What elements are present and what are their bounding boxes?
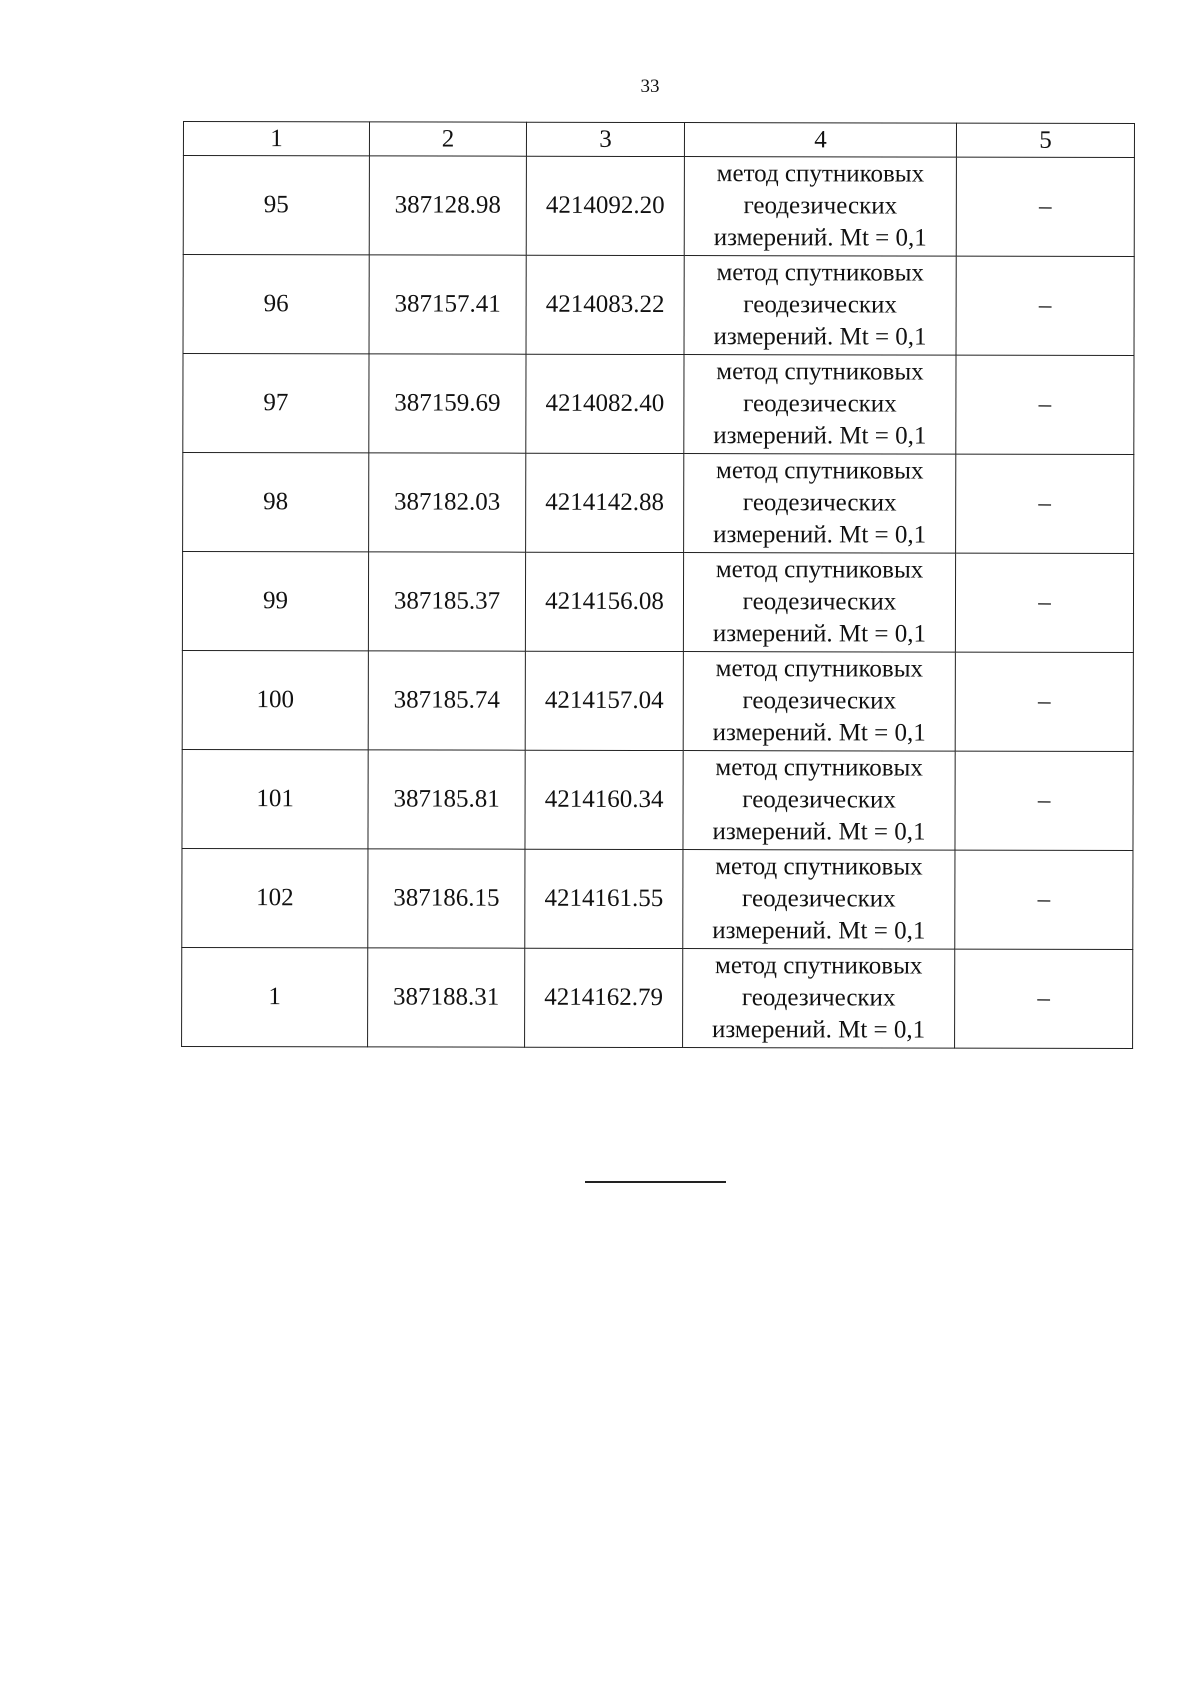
method-cell	[683, 751, 955, 851]
description-cell: –	[955, 652, 1133, 751]
method-line: геодезических	[743, 390, 897, 418]
x-coordinate-cell: 387186.15	[368, 849, 525, 948]
method-line: измерений. Mt = 0,1	[712, 620, 926, 648]
method-line: геодезических	[742, 687, 897, 715]
point-number-cell: 101	[182, 749, 368, 848]
point-number-cell: 95	[183, 156, 369, 255]
description-cell: –	[956, 157, 1134, 256]
x-coordinate-cell: 387182.03	[369, 453, 526, 552]
description-cell: –	[955, 949, 1133, 1048]
method-line: измерений. Mt = 0,1	[713, 323, 927, 351]
coordinates-table	[181, 121, 1135, 1049]
table-row	[183, 156, 1134, 257]
method-line: измерений. Mt = 0,1	[712, 719, 926, 747]
method-cell	[683, 949, 955, 1049]
method-line: геодезических	[743, 192, 898, 220]
table-row	[182, 552, 1133, 653]
header-col-3: 3	[526, 122, 684, 156]
x-coordinate-cell: 387185.74	[368, 651, 525, 750]
table-row	[182, 650, 1133, 751]
table-body	[182, 156, 1135, 1049]
method-line: метод спутниковых	[715, 754, 923, 782]
method-line: геодезических	[742, 588, 897, 616]
description-cell: –	[955, 553, 1133, 652]
description-cell: –	[956, 454, 1134, 553]
method-cell	[684, 157, 956, 257]
method-cell	[684, 355, 956, 455]
x-coordinate-cell: 387188.31	[368, 948, 525, 1047]
y-coordinate-cell: 4214162.79	[525, 948, 683, 1047]
method-line: измерений. Mt = 0,1	[712, 1016, 926, 1044]
description-cell: –	[956, 355, 1134, 454]
method-line: геодезических	[743, 291, 897, 319]
table-row	[183, 255, 1134, 356]
method-line: измерений. Mt = 0,1	[713, 224, 927, 252]
x-coordinate-cell: 387185.81	[368, 750, 525, 849]
method-line: геодезических	[741, 984, 896, 1012]
x-coordinate-cell: 387128.98	[369, 156, 526, 255]
point-number-cell: 98	[183, 453, 369, 552]
table-row	[183, 453, 1134, 554]
y-coordinate-cell: 4214161.55	[525, 849, 683, 948]
method-cell	[683, 850, 955, 950]
y-coordinate-cell: 4214092.20	[526, 156, 684, 255]
method-cell	[683, 652, 955, 752]
point-number-cell: 97	[183, 354, 369, 453]
header-col-1: 1	[183, 122, 369, 156]
method-line: метод спутниковых	[715, 556, 924, 584]
method-line: измерений. Mt = 0,1	[712, 818, 926, 846]
y-coordinate-cell: 4214160.34	[525, 750, 683, 849]
description-cell: –	[955, 850, 1133, 949]
description-cell: –	[955, 751, 1133, 850]
x-coordinate-cell: 387185.37	[368, 552, 525, 651]
method-line: измерений. Mt = 0,1	[713, 422, 927, 450]
method-cell	[684, 454, 956, 554]
header-col-5: 5	[956, 123, 1134, 157]
x-coordinate-cell: 387159.69	[369, 354, 526, 453]
method-line: метод спутниковых	[715, 655, 924, 683]
table-header	[183, 122, 1134, 158]
method-line: метод спутниковых	[715, 952, 923, 980]
method-line: измерений. Mt = 0,1	[712, 917, 926, 945]
header-col-4: 4	[684, 123, 956, 158]
method-line: геодезических	[742, 489, 897, 517]
page-number: 33	[640, 76, 660, 97]
method-line: геодезических	[742, 885, 896, 913]
header-row	[183, 122, 1134, 158]
end-of-document-rule	[585, 1181, 726, 1183]
method-line: метод спутниковых	[716, 259, 924, 287]
method-line: метод спутниковых	[716, 457, 924, 485]
method-line: метод спутниковых	[716, 358, 924, 386]
point-number-cell: 102	[182, 848, 368, 947]
table-row	[182, 848, 1133, 949]
method-line: метод спутниковых	[716, 160, 925, 188]
x-coordinate-cell: 387157.41	[369, 255, 526, 354]
y-coordinate-cell: 4214157.04	[525, 651, 683, 750]
point-number-cell: 100	[182, 650, 368, 749]
description-cell: –	[956, 256, 1134, 355]
point-number-cell: 99	[182, 552, 368, 651]
table-row	[182, 749, 1133, 850]
method-cell	[684, 256, 956, 356]
point-number-cell: 1	[182, 947, 368, 1046]
method-cell	[683, 553, 955, 653]
method-line: измерений. Mt = 0,1	[713, 521, 927, 549]
table-row	[183, 354, 1134, 455]
y-coordinate-cell: 4214142.88	[526, 453, 684, 552]
y-coordinate-cell: 4214083.22	[526, 255, 684, 354]
point-number-cell: 96	[183, 255, 369, 354]
y-coordinate-cell: 4214156.08	[525, 552, 683, 651]
y-coordinate-cell: 4214082.40	[526, 354, 684, 453]
method-line: геодезических	[742, 786, 896, 814]
method-line: метод спутниковых	[715, 853, 923, 881]
header-col-2: 2	[369, 122, 526, 156]
table-row	[182, 947, 1133, 1048]
